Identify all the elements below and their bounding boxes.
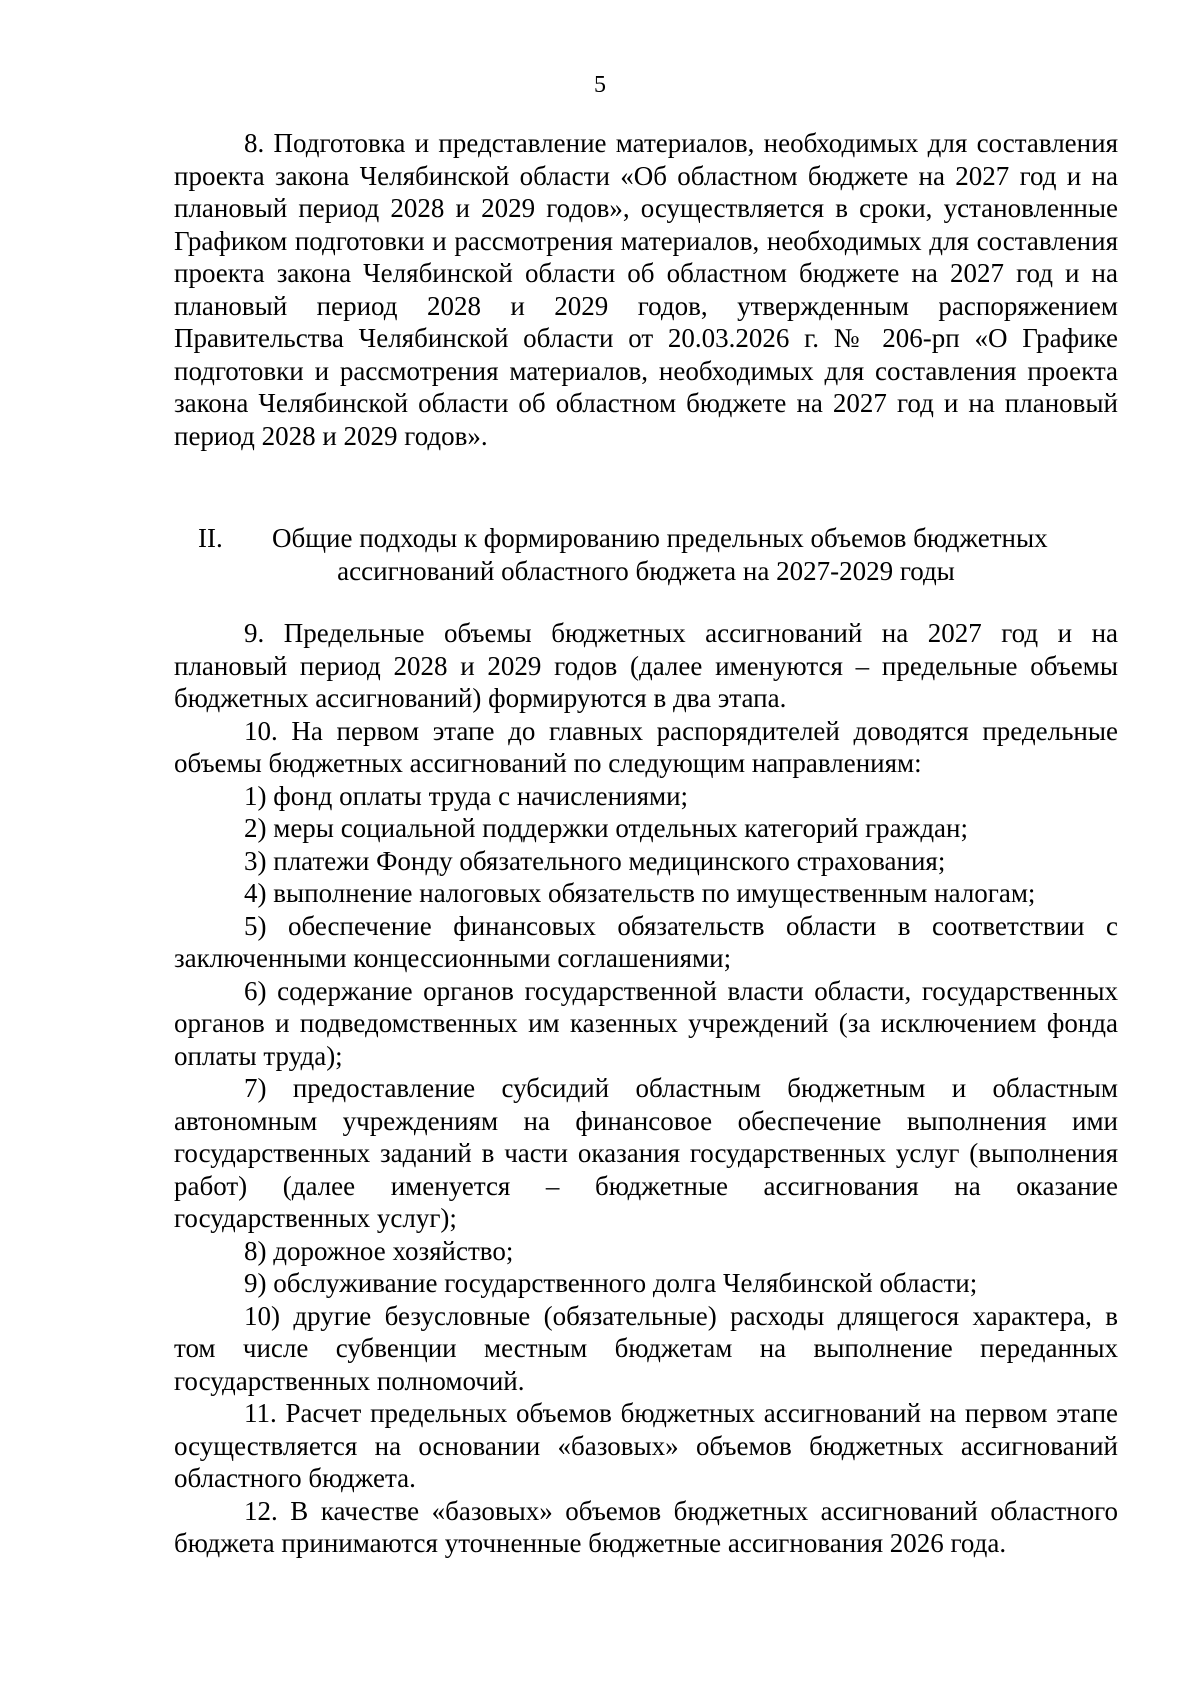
list-item-9: 9) обслуживание государственного долга Челябинской области;	[244, 1268, 978, 1298]
paragraph-block-1	[174, 127, 1118, 452]
paragraph-9: 9. Предельные объемы бюджетных ассигнований на 2027 год и на плановый период 2028 и 2029 годов (далее именуются – предельные объемы бюджетных ассигнований) формируются в два этапа.	[174, 618, 1118, 713]
page-number: 5	[594, 72, 606, 98]
section-number: II.	[198, 523, 223, 553]
list-item-6: 6) содержание органов государственной власти области, государственных органов и подведомственных им казенных учреждений (за исключением фонда оплаты труда);	[174, 975, 1118, 1071]
paragraph-8: 8. Подготовка и представление материалов, необходимых для составления проекта закона Челябинской области «Об областном бюджете на 2027 год и на плановый период 2028 и 2029 годов», осуществляется в сроки, установленные Графиком подготовки и рассмотрения материалов, необходимых для составления проекта закона Челябинской области об областном бюджете на 2027 год и на плановый период 2028 и 2029 годов, утвержденным распоряжением Правительства Челябинской области от 20.03.2026 г. № 206-рп «О Графике подготовки и рассмотрения материалов, необходимых для составления проекта закона Челябинской области об областном бюджете на 2027 год и на плановый период 2028 и 2029 годов».	[174, 128, 1118, 451]
list-item-7: 7) предоставление субсидий областным бюджетным и областным автономным учреждениям на финансовое обеспечение выполнения ими государственных заданий в части оказания государственных услуг (выполнения работ) (далее именуется – бюджетные ассигнования на оказание государственных услуг);	[174, 1073, 1118, 1233]
paragraph-12: 12. В качестве «базовых» объемов бюджетных ассигнований областного бюджета принимаются уточненные бюджетные ассигнования 2026 года.	[174, 1495, 1118, 1558]
paragraph-10: 10. На первом этапе до главных распорядителей доводятся предельные объемы бюджетных ассигнований по следующим направлениям:	[174, 715, 1118, 778]
section-title-line-2: ассигнований областного бюджета на 2027-2029 годы	[337, 556, 955, 586]
paragraph-11: 11. Расчет предельных объемов бюджетных ассигнований на первом этапе осуществляется на основании «базовых» объемов бюджетных ассигнований областного бюджета.	[174, 1398, 1118, 1493]
list-item-4: 4) выполнение налоговых обязательств по имущественным налогам;	[244, 878, 1036, 908]
section-title-line-1: Общие подходы к формированию предельных объемов бюджетных	[272, 523, 1048, 553]
list-item-2: 2) меры социальной поддержки отдельных категорий граждан;	[244, 813, 968, 843]
list-item-5: 5) обеспечение финансовых обязательств области в соответствии с заключенными концессионными соглашениями;	[174, 910, 1118, 973]
list-item-10: 10) другие безусловные (обязательные) расходы длящегося характера, в том числе субвенции местным бюджетам на выполнение переданных государственных полномочий.	[174, 1300, 1118, 1396]
list-item-8: 8) дорожное хозяйство;	[244, 1235, 514, 1266]
paragraph-block-2	[174, 617, 1118, 1560]
list-item-1: 1) фонд оплаты труда с начислениями;	[244, 780, 689, 811]
section-heading	[174, 522, 1118, 588]
list-item-3: 3) платежи Фонду обязательного медицинского страхования;	[244, 845, 946, 876]
